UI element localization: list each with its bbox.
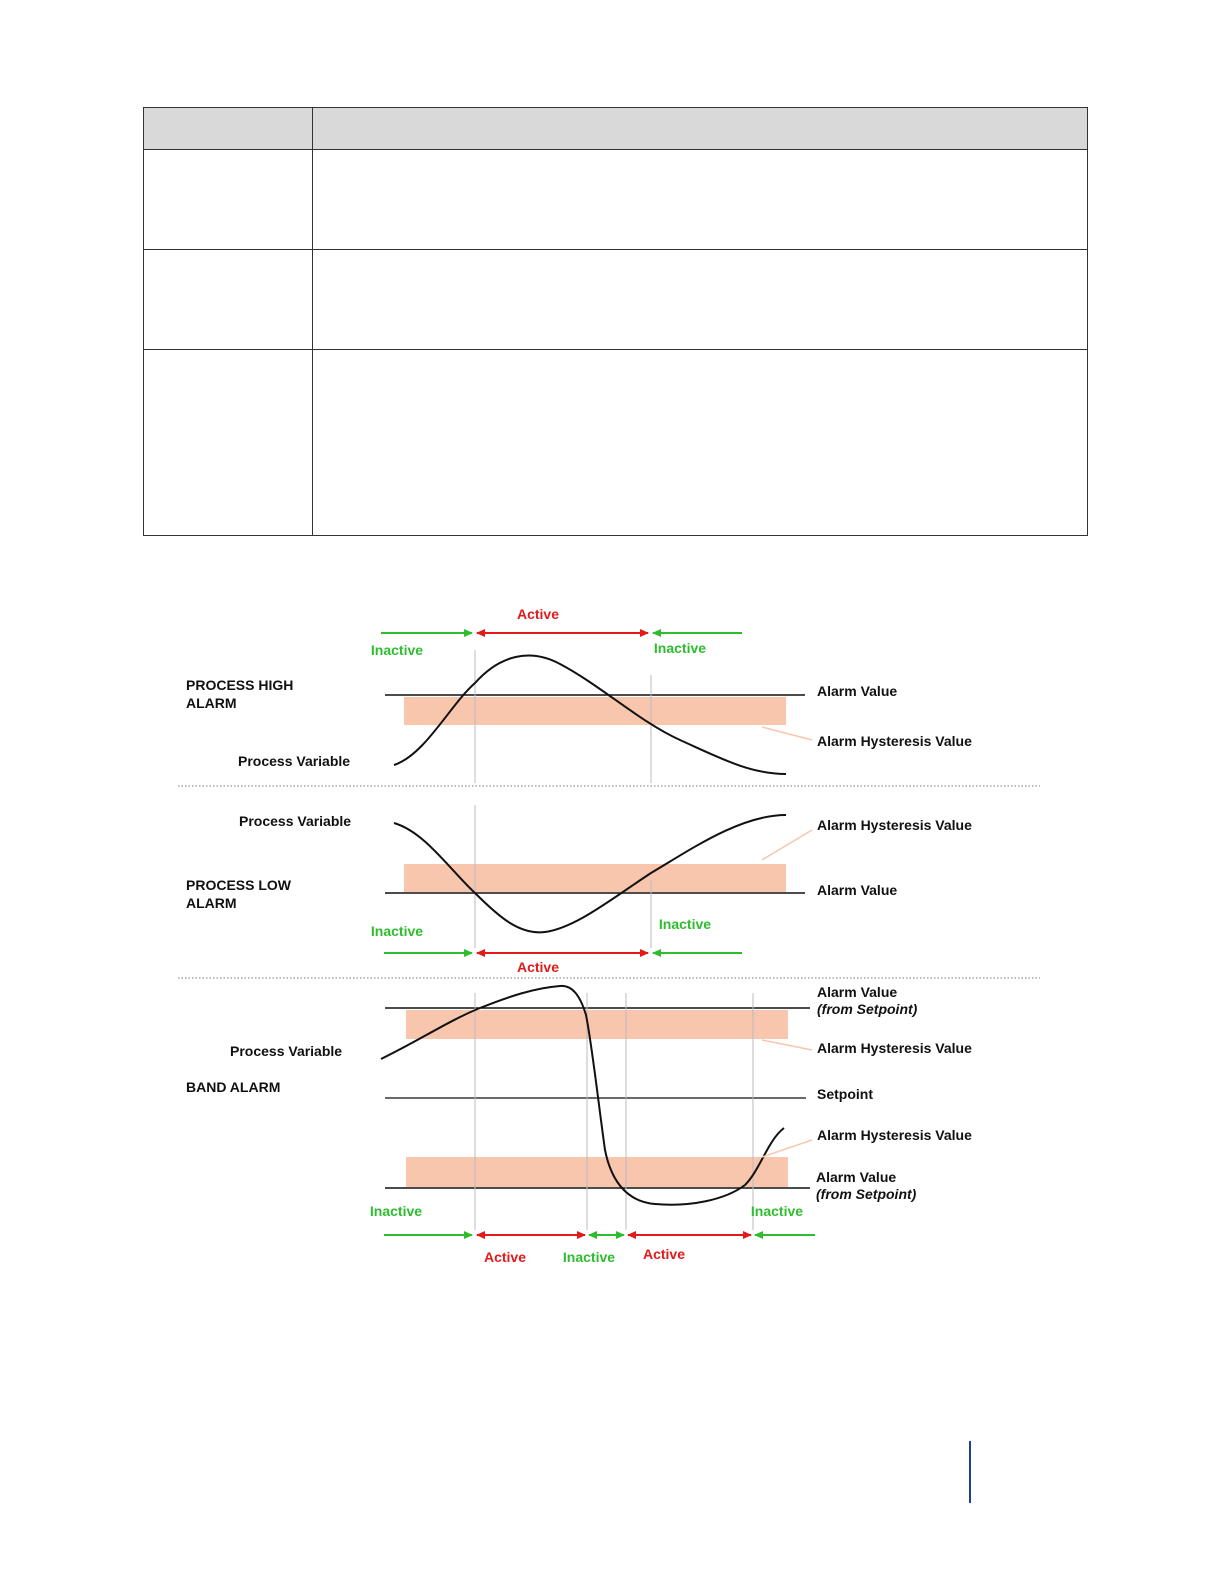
alarm-type-title: ALARM xyxy=(186,895,237,911)
upper-hysteresis-band xyxy=(406,1010,788,1039)
hysteresis-label: Alarm Hysteresis Value xyxy=(817,733,972,749)
hysteresis-band xyxy=(404,697,786,725)
hysteresis-label: Alarm Hysteresis Value xyxy=(817,1040,972,1056)
lower-hysteresis-band xyxy=(406,1157,788,1187)
process-variable-label: Process Variable xyxy=(230,1043,343,1059)
active-state-label: Active xyxy=(516,959,560,975)
active-state-label: Active xyxy=(483,1249,527,1265)
inactive-state-label: Inactive xyxy=(750,1203,804,1219)
band-alarm-panel xyxy=(186,984,972,1265)
active-state-label: Active xyxy=(642,1246,686,1262)
alarm-type-title: BAND ALARM xyxy=(186,1079,281,1095)
inactive-state-label: Inactive xyxy=(369,1203,423,1219)
hysteresis-label: Alarm Hysteresis Value xyxy=(817,1127,972,1143)
hysteresis-pointer xyxy=(762,830,812,860)
process-variable-label: Process Variable xyxy=(239,813,352,829)
active-state-label: Active xyxy=(516,606,560,622)
alarm-value-label: Alarm Value xyxy=(817,984,898,1000)
alarm-value-label: Alarm Value xyxy=(816,1169,897,1185)
inactive-state-label: Inactive xyxy=(658,916,712,932)
alarm-type-title: PROCESS LOW xyxy=(186,877,292,893)
alarm-value-label: Alarm Value xyxy=(817,683,898,699)
hysteresis-label: Alarm Hysteresis Value xyxy=(817,817,972,833)
alarm-value-label: Alarm Value xyxy=(817,882,898,898)
high-alarm-panel xyxy=(186,606,972,783)
hysteresis-pointer xyxy=(762,1140,812,1157)
alarm-type-title: PROCESS HIGH xyxy=(186,677,294,693)
alarm-type-title: ALARM xyxy=(186,695,237,711)
inactive-state-label: Inactive xyxy=(562,1249,616,1265)
inactive-state-label: Inactive xyxy=(370,642,424,658)
low-alarm-panel xyxy=(186,805,972,975)
from-setpoint-label: (from Setpoint) xyxy=(817,1001,918,1017)
footer-accent-bar xyxy=(969,1441,971,1503)
hysteresis-pointer xyxy=(762,1040,812,1050)
setpoint-label: Setpoint xyxy=(817,1086,873,1102)
hysteresis-pointer xyxy=(762,727,812,740)
inactive-state-label: Inactive xyxy=(370,923,424,939)
process-variable-label: Process Variable xyxy=(238,753,351,769)
inactive-state-label: Inactive xyxy=(653,640,707,656)
from-setpoint-label: (from Setpoint) xyxy=(816,1186,917,1202)
